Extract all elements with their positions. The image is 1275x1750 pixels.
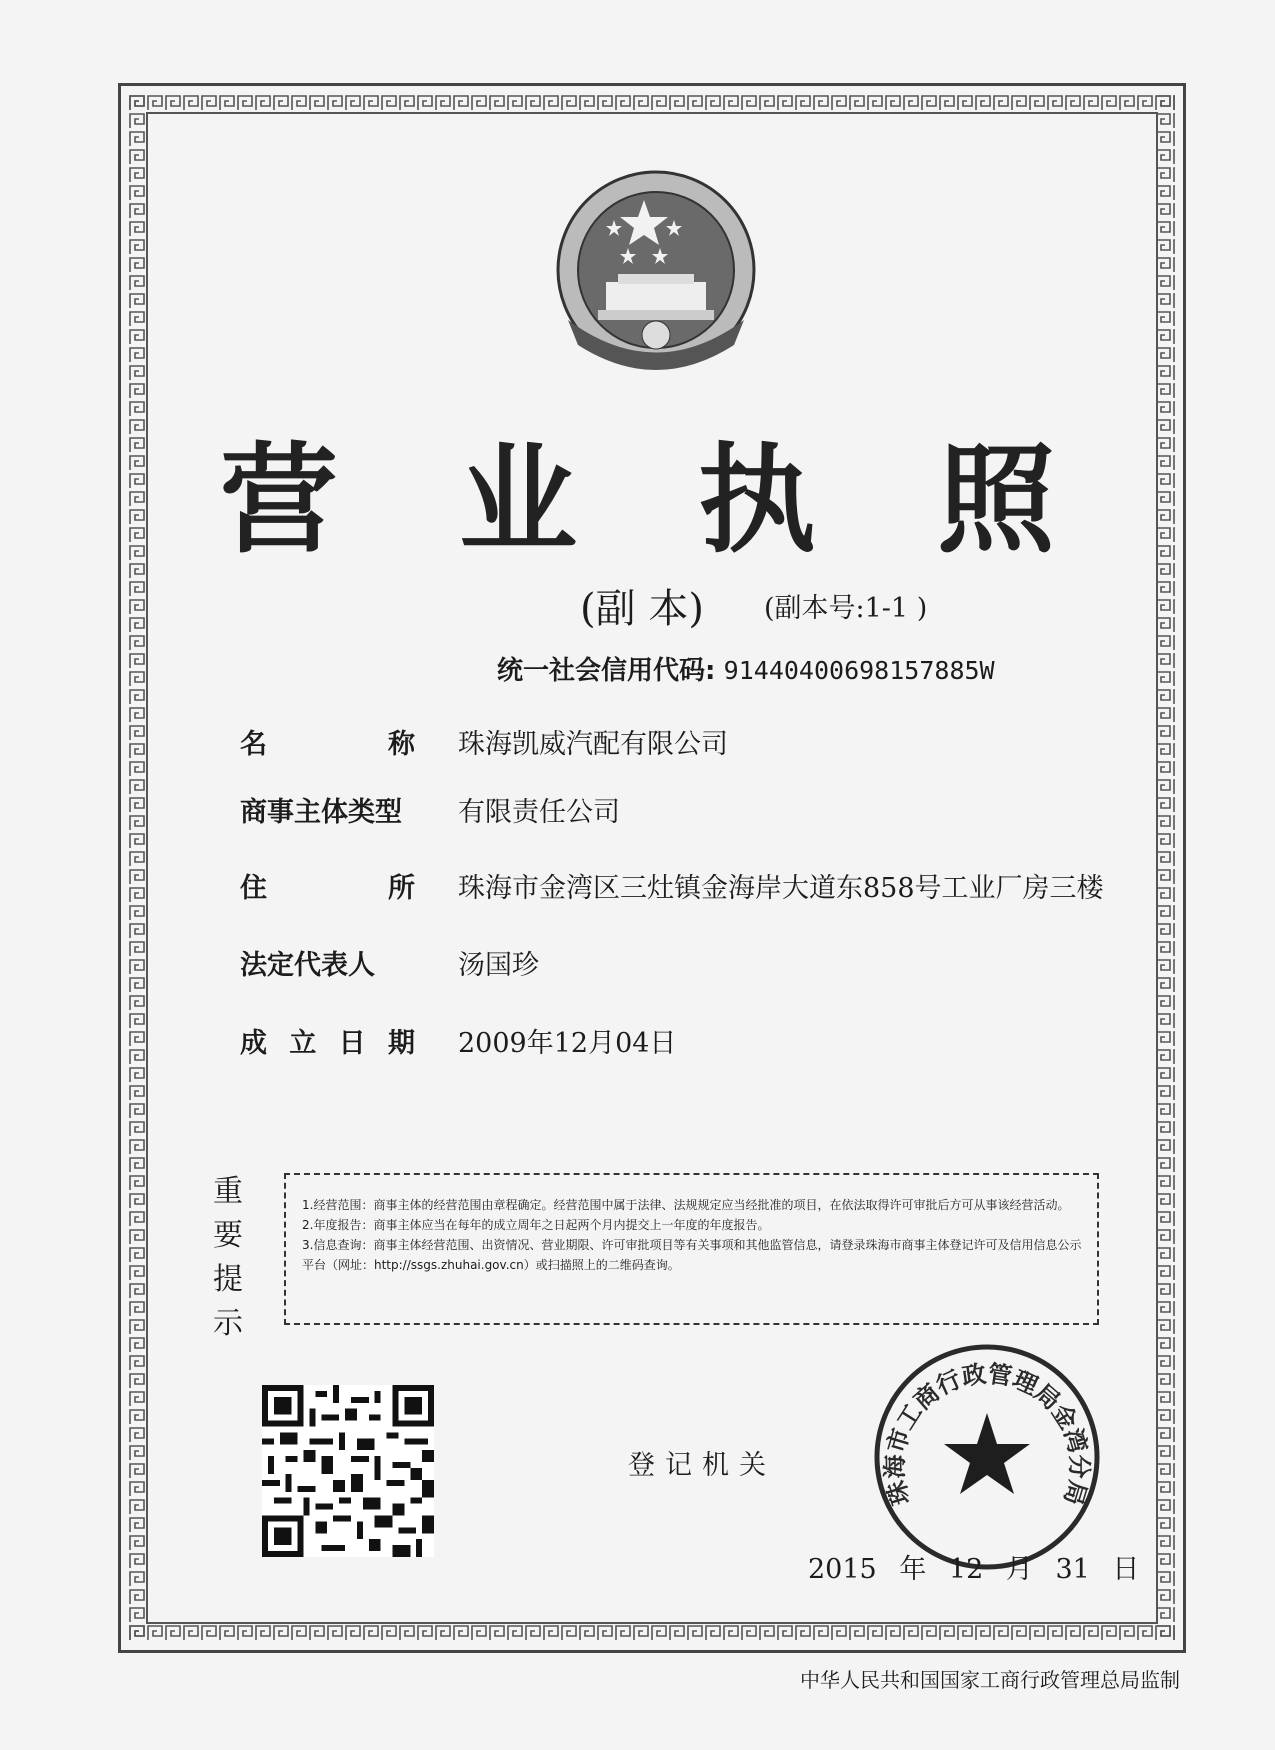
notice-line: 2.年度报告：商事主体应当在每年的成立周年之日起两个月内提交上一年度的年度报告。: [302, 1218, 770, 1232]
field-label: 成 立 日 期: [240, 1028, 415, 1059]
field-label: 名 称: [240, 729, 415, 760]
notice-box: [284, 1173, 1099, 1325]
notice-line: 3.信息查询：商事主体经营范围、出资情况、营业期限、许可审批项目等有关事项和其他监管信息，请登录珠海市商事主体登记许可及信用信息公示平台（网址：http://ssgs.zhuhai.gov.cn）或扫描照上的二维码查询。: [302, 1238, 1082, 1272]
copy-type: (副 本): [580, 586, 704, 632]
issue-date: 2015 年 12 月 31 日: [808, 1554, 1140, 1585]
registration-authority: 登记机关: [628, 1450, 776, 1481]
field-value: 珠海凯威汽配有限公司: [458, 729, 728, 760]
field-value: 有限责任公司: [458, 797, 620, 828]
supervisor-footer: 中华人民共和国国家工商行政管理总局监制: [800, 1668, 1180, 1692]
national-emblem-icon: [548, 170, 764, 395]
notice-line: 1.经营范围：商事主体的经营范围由章程确定。经营范围中属于法律、法规规定应当经批准的项目，在依法取得许可审批后方可从事该经营活动。: [302, 1198, 1070, 1212]
field-label: 商事主体类型: [240, 797, 402, 828]
seal-text: 珠海市工商行政管理局金湾分局: [879, 1358, 1095, 1509]
field-value: 2009年12月04日: [458, 1028, 677, 1059]
field-value: 珠海市金湾区三灶镇金海岸大道东858号工业厂房三楼: [458, 873, 1104, 904]
qr-code-icon[interactable]: [262, 1385, 434, 1557]
field-label: 法定代表人: [240, 950, 375, 981]
credit-code-label: 统一社会信用代码:: [497, 656, 716, 686]
credit-code-value: 91440400698157885W: [723, 656, 995, 685]
field-value: 汤国珍: [458, 950, 539, 981]
field-label: 住 所: [240, 873, 415, 904]
credit-code-row: [497, 650, 995, 687]
copy-number: (副本号:1-1 ): [764, 593, 928, 624]
page-title: 营 业 执 照: [219, 431, 1096, 569]
notice-heading: 重 要 提 示: [213, 1174, 243, 1341]
official-seal-icon: [870, 1340, 1104, 1574]
